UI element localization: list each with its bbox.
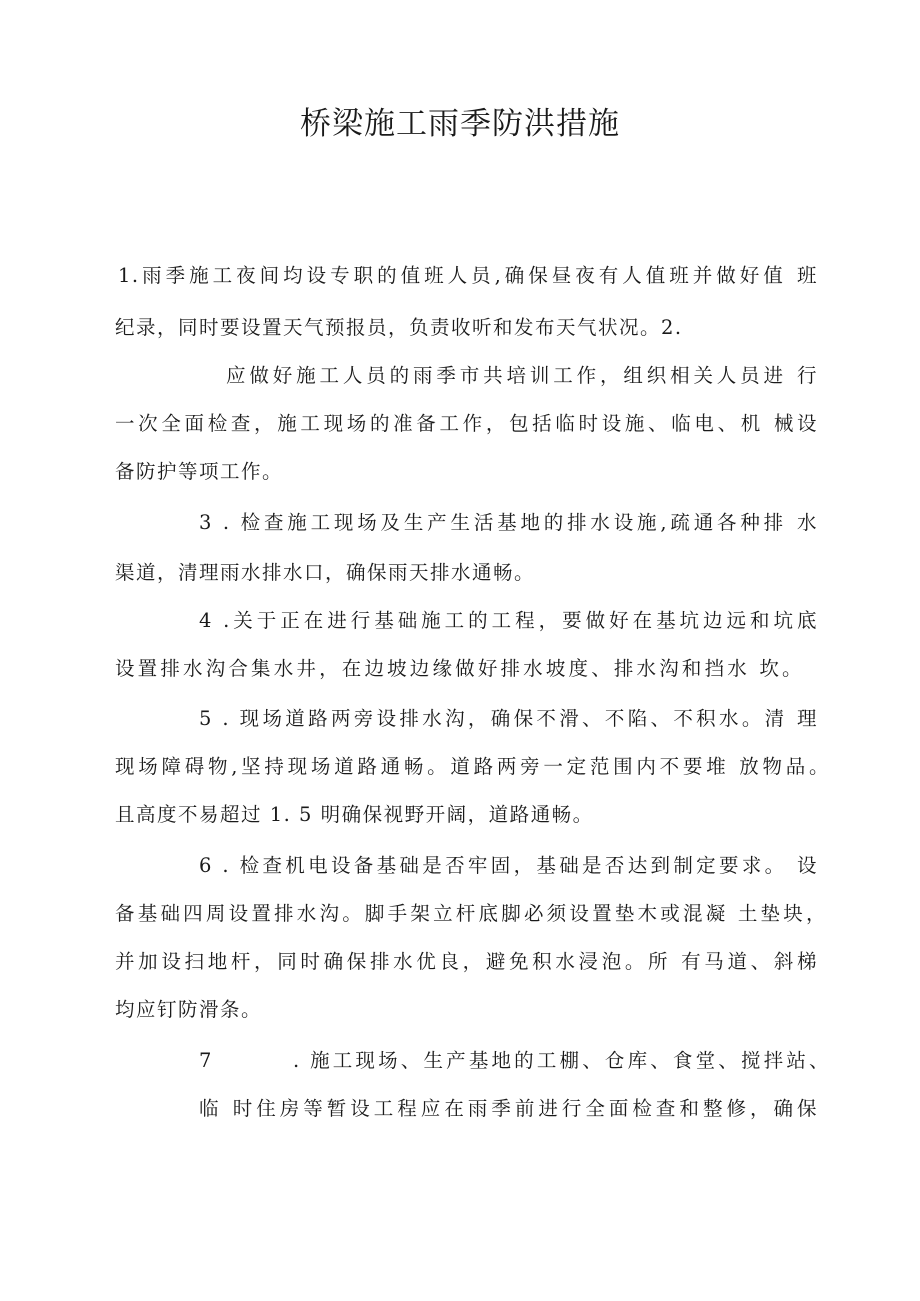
text-line: 6 . 检查机电设备基础是否牢固，基础是否达到制定要求。 设 xyxy=(199,854,818,877)
text-line: 3 . 检查施工现场及生产生活基地的排水设施,疏通各种排 水 xyxy=(199,511,818,534)
text-line: 备基础四周设置排水沟。脚手架立杆底脚必须设置垫木或混凝 土垫块， xyxy=(115,902,827,925)
text-line: 且高度不易超过 1. 5 明确保视野开阔，道路通畅。 xyxy=(115,803,594,826)
page-title: 桥梁施工雨季防洪措施 xyxy=(300,106,620,142)
text-line: 临 时住房等暂设工程应在雨季前进行全面检查和整修，确保 xyxy=(199,1097,818,1120)
text-line: 备防护等项工作。 xyxy=(115,460,284,483)
text-line: 现场障碍物,坚持现场道路通畅。道路两旁一定范围内不要堆 放物品。 xyxy=(115,755,830,778)
text-line: 纪录，同时要设置天气预报员，负责收听和发布天气状况。2. xyxy=(115,316,683,339)
text-line: 均应钉防滑条。 xyxy=(115,998,263,1021)
text-line: 一次全面检查，施工现场的准备工作，包括临时设施、临电、机 械设 xyxy=(115,412,818,435)
text-line: 并加设扫地杆，同时确保排水优良，避免积水浸泡。所 有马道、斜梯 xyxy=(115,950,818,973)
text-line: . 施工现场、生产基地的工棚、仓库、食堂、搅拌站、 xyxy=(293,1049,830,1072)
text-line: 7 xyxy=(199,1049,213,1072)
text-line: 5 . 现场道路两旁设排水沟，确保不滑、不陷、不积水。清 理 xyxy=(199,707,818,730)
text-line: 4 .关于正在进行基础施工的工程，要做好在基坑边远和坑底 xyxy=(199,609,818,632)
text-line: 应做好施工人员的雨季市共培训工作，组织相关人员进 行 xyxy=(226,364,818,387)
text-line: 渠道，清理雨水排水口，确保雨天排水通畅。 xyxy=(115,561,536,584)
text-line: 1.雨季施工夜间均设专职的值班人员,确保昼夜有人值班并做好值 班 xyxy=(118,264,818,287)
text-line: 设置排水沟合集水井，在边坡边缘做好排水坡度、排水沟和挡水 坎。 xyxy=(115,657,803,680)
